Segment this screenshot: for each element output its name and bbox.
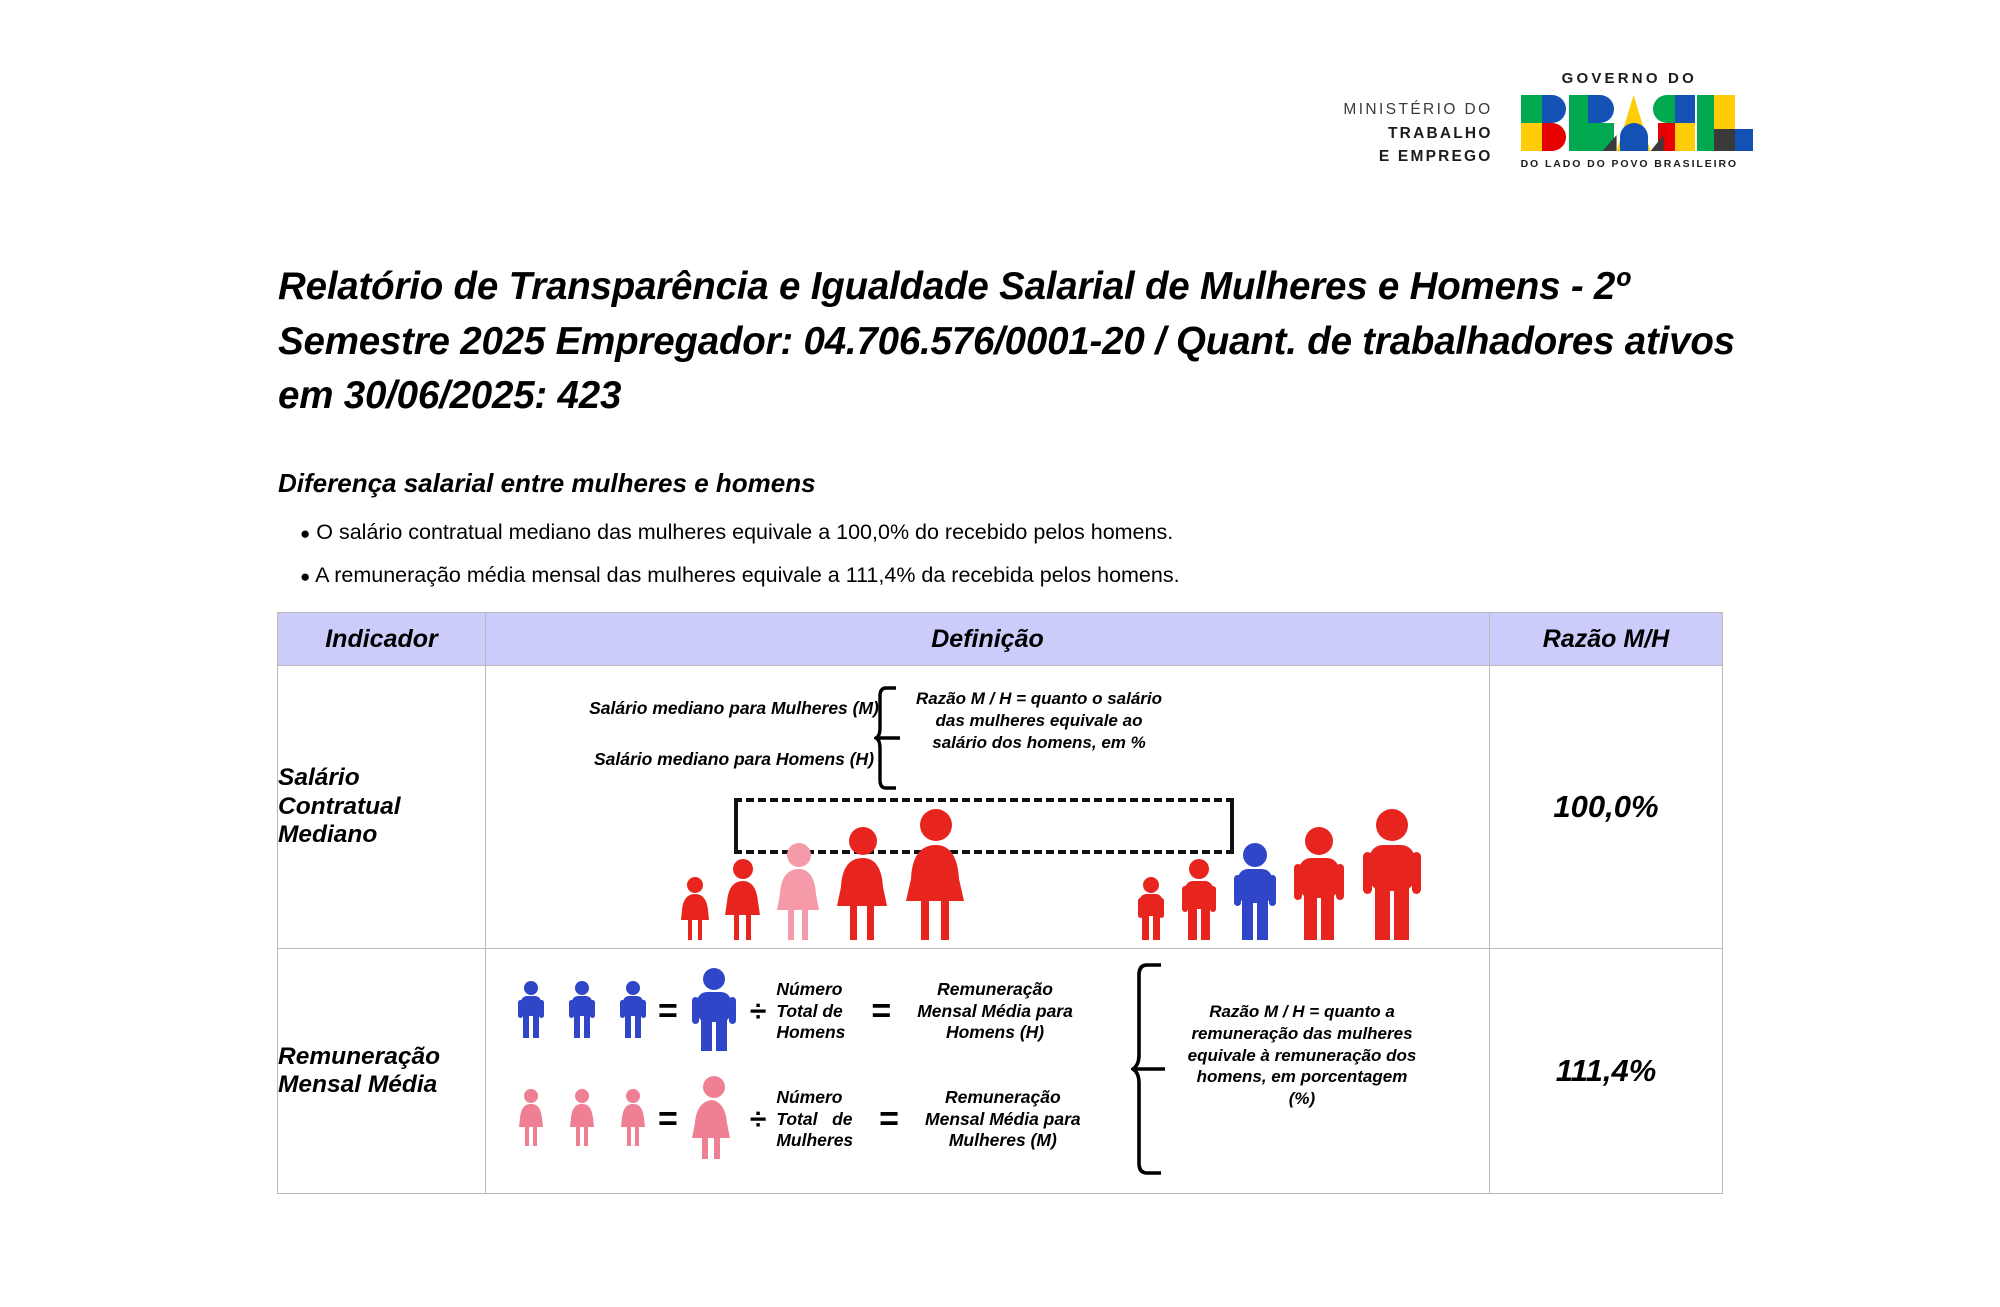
page-title: Relatório de Transparência e Igualdade Salarial de Mulheres e Homens - 2º Semestre 2025 Empregador: 04.706.576/0001-20 / Quant. de trabalhadores ativos em 30/06/2025: 423: [278, 265, 1735, 418]
man-figure-1: [1134, 876, 1168, 940]
ratio-definition-note-row2: Razão M / H = quanto a remuneração das mulheres equivale à remuneração dos homens, em porcentagem (%): [1187, 1002, 1417, 1108]
header-logos: [1343, 70, 1738, 170]
ratio-value-row2: 111,4%: [1490, 949, 1723, 1194]
gov-top-label: GOVERNO DO: [1561, 70, 1697, 87]
woman-figure-small: [567, 1088, 597, 1151]
woman-figure-small: [516, 1088, 546, 1151]
ratio-value-row1: 100,0%: [1490, 666, 1723, 949]
column-header-definicao: Definição: [486, 613, 1490, 666]
men-denominator-label: Número Total de Homens: [776, 979, 846, 1043]
list-item: [300, 562, 1700, 587]
indicator-salario-contratual-mediano: Salário Contratual Mediano: [278, 666, 486, 949]
column-header-razao: Razão M/H: [1490, 613, 1723, 666]
summary-bullets: [300, 522, 1700, 607]
brasil-wordmark-icon: [1521, 95, 1685, 151]
median-labels: [574, 698, 894, 770]
salary-comparison-table: [277, 612, 1723, 1194]
list-item: [300, 522, 1700, 544]
divide-sign-women: ÷: [749, 1103, 767, 1136]
men-result-label: Remuneração Mensal Média para Homens (H): [917, 979, 1073, 1043]
man-figure-4: [1290, 826, 1348, 940]
woman-figure-median-highlight: [774, 842, 824, 940]
equals-sign-men-result: =: [871, 992, 892, 1031]
table-row: [278, 666, 1723, 949]
man-figure-small: [567, 980, 597, 1043]
divide-sign-men: ÷: [749, 995, 767, 1028]
man-figure-median-highlight: [1230, 842, 1280, 940]
label-salario-homens: Salário mediano para Homens (H): [593, 749, 875, 769]
woman-figure-large: [688, 1075, 740, 1164]
women-result-label: Remuneração Mensal Média para Mulheres (M): [925, 1087, 1081, 1151]
equals-sign-women-result: =: [879, 1100, 900, 1139]
equals-sign-women: =: [658, 1100, 678, 1139]
gov-brasil-logo: [1521, 70, 1738, 170]
woman-figure-5: [902, 808, 970, 940]
man-figure-2: [1178, 858, 1220, 940]
definition-cell-row2: [486, 949, 1490, 1194]
woman-figure-4: [834, 826, 892, 940]
men-small-figures: [516, 980, 648, 1043]
formula-men: [516, 967, 1073, 1056]
column-header-indicador: Indicador: [278, 613, 486, 666]
ministry-line-2: TRABALHO: [1388, 124, 1493, 142]
women-small-figures: [516, 1088, 648, 1151]
woman-figure-1: [678, 876, 712, 940]
ministry-line-1: MINISTÉRIO DO: [1343, 101, 1493, 118]
section-title: Diferença salarial entre mulheres e homens: [278, 468, 816, 498]
table-header-row: [278, 613, 1723, 666]
woman-figure-2: [722, 858, 764, 940]
definition-cell-row1: [486, 666, 1490, 949]
man-figure-5: [1358, 808, 1426, 940]
bullet-text: O salário contratual mediano das mulheres equivale a 100,0% do recebido pelos homens.: [316, 520, 1174, 544]
curly-brace-icon: [1131, 963, 1171, 1175]
woman-figure-small: [618, 1088, 648, 1151]
man-figure-small: [516, 980, 546, 1043]
ratio-definition-note-row1: Razão M / H = quanto o salário das mulheres equivale ao salário dos homens, em %: [915, 689, 1163, 752]
man-figure-small: [618, 980, 648, 1043]
gov-tagline: DO LADO DO POVO BRASILEIRO: [1520, 158, 1738, 170]
formula-women: [516, 1075, 1081, 1164]
women-denominator-label: Número Total de Mulheres: [776, 1087, 854, 1151]
bullet-dot-icon: ●: [300, 524, 311, 543]
man-figure-large: [688, 967, 740, 1056]
bullet-dot-icon: ●: [300, 566, 311, 586]
ministry-logo: [1343, 70, 1492, 169]
label-salario-mulheres: Salário mediano para Mulheres (M): [589, 698, 879, 718]
table-row: [278, 949, 1723, 1194]
ministry-line-3: E EMPREGO: [1378, 148, 1493, 166]
pictogram-row1: [486, 784, 1489, 948]
curly-brace-icon: [874, 686, 908, 790]
bullet-text: A remuneração média mensal das mulheres equivale a 111,4% da recebida pelos homens.: [315, 562, 1180, 587]
equals-sign-men: =: [658, 992, 678, 1031]
indicator-remuneracao-mensal-media: Remuneração Mensal Média: [278, 949, 486, 1194]
